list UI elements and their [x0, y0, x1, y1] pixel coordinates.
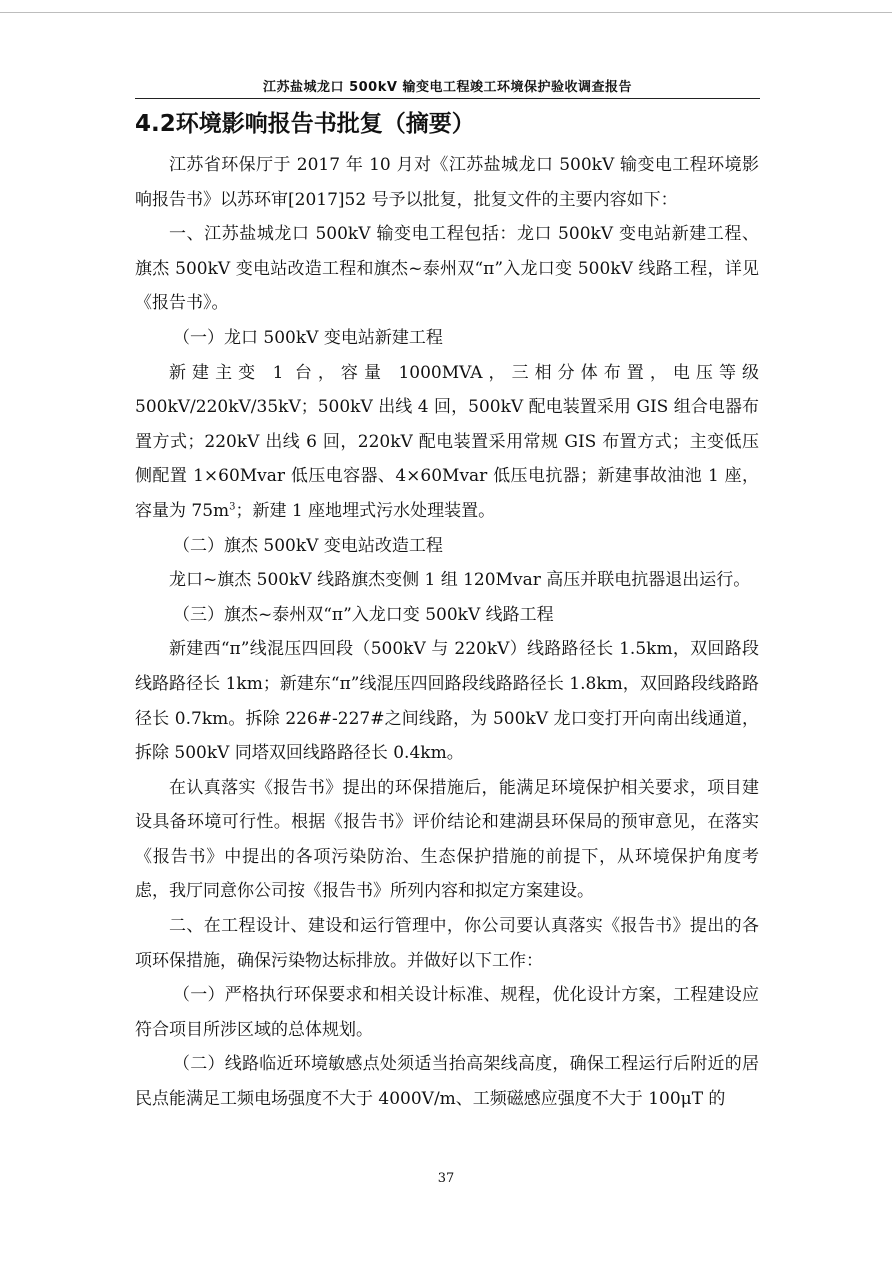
paragraph-project-composition: 一、江苏盐城龙口 500kV 输变电工程包括：龙口 500kV 变电站新建工程、旗杰 500kV 变电站改造工程和旗杰~泰州双“π”入龙口变 500kV 线路工程，详见《报告书》。	[135, 224, 759, 314]
paragraph-requirement-2: （二）线路临近环境敏感点处须适当抬高架线高度，确保工程运行后附近的居民点能满足工频电场强度不大于 4000V/m、工频磁感应强度不大于 100μT 的	[135, 1054, 759, 1110]
top-border-line	[0, 12, 892, 13]
header-divider	[135, 98, 760, 99]
paragraph-feasibility: 在认真落实《报告书》提出的环保措施后，能满足环境保护相关要求，项目建设具备环境可行性。根据《报告书》评价结论和建湖县环保局的预审意见，在落实《报告书》中提出的各项污染防治、生态保护措施的前提下，从环境保护角度考虑，我厅同意你公司按《报告书》所列内容和拟定方案建设。	[135, 777, 759, 902]
subheading-longkou-substation: （一）龙口 500kV 变电站新建工程	[173, 327, 443, 348]
body-text	[135, 148, 759, 1117]
paragraph-requirements: 二、在工程设计、建设和运行管理中，你公司要认真落实《报告书》提出的各项环保措施，确保污染物达标排放。并做好以下工作：	[135, 916, 759, 971]
paragraph-longkou-details	[135, 356, 759, 529]
subheading-line-project: （三）旗杰~泰州双“π”入龙口变 500kV 线路工程	[173, 604, 554, 625]
paragraph-qijie-details: 龙口~旗杰 500kV 线路旗杰变侧 1 组 120Mvar 高压并联电抗器退出运行。	[169, 570, 751, 591]
paragraph-approval-intro: 江苏省环保厅于 2017 年 10 月对《江苏盐城龙口 500kV 输变电工程环境影响报告书》以苏环审[2017]52 号予以批复，批复文件的主要内容如下：	[135, 155, 759, 210]
paragraph-requirement-1: （一）严格执行环保要求和相关设计标准、规程，优化设计方案，工程建设应符合项目所涉区域的总体规划。	[135, 985, 759, 1040]
subheading-qijie-substation: （二）旗杰 500kV 变电站改造工程	[173, 535, 443, 556]
cubic-superscript: 3	[229, 501, 236, 513]
longkou-details-text: 新建主变 1 台，容量 1000MVA，三相分体布置，电压等级 500kV/220kV/35kV；500kV 出线 4 回，500kV 配电装置采用 GIS 组合电器布置方式；220kV 出线 6 回，220kV 配电装置采用常规 GIS 布置方式；主变低压侧配置 1×60Mvar 低压电容器、4×60Mvar 低压电抗器；新建事故油池 1 座，容量为 75m	[135, 362, 759, 521]
section-heading: 4.2环境影响报告书批复（摘要）	[135, 111, 475, 137]
page-number: 37	[437, 1171, 455, 1186]
paragraph-line-details: 新建西“π”线混压四回段（500kV 与 220kV）线路路径长 1.5km，双回路段线路路径长 1km；新建东“π”线混压四回路段线路路径长 1.8km，双回路段线路路径长 0.7km。拆除 226#-227#之间线路，为 500kV 龙口变打开向南出线通道，拆除 500kV 同塔双回线路路径长 0.4km。	[135, 639, 759, 764]
longkou-details-text-end: ；新建 1 座地埋式污水处理装置。	[235, 500, 496, 521]
running-header: 江苏盐城龙口 500kV 输变电工程竣工环境保护验收调查报告	[263, 80, 632, 95]
